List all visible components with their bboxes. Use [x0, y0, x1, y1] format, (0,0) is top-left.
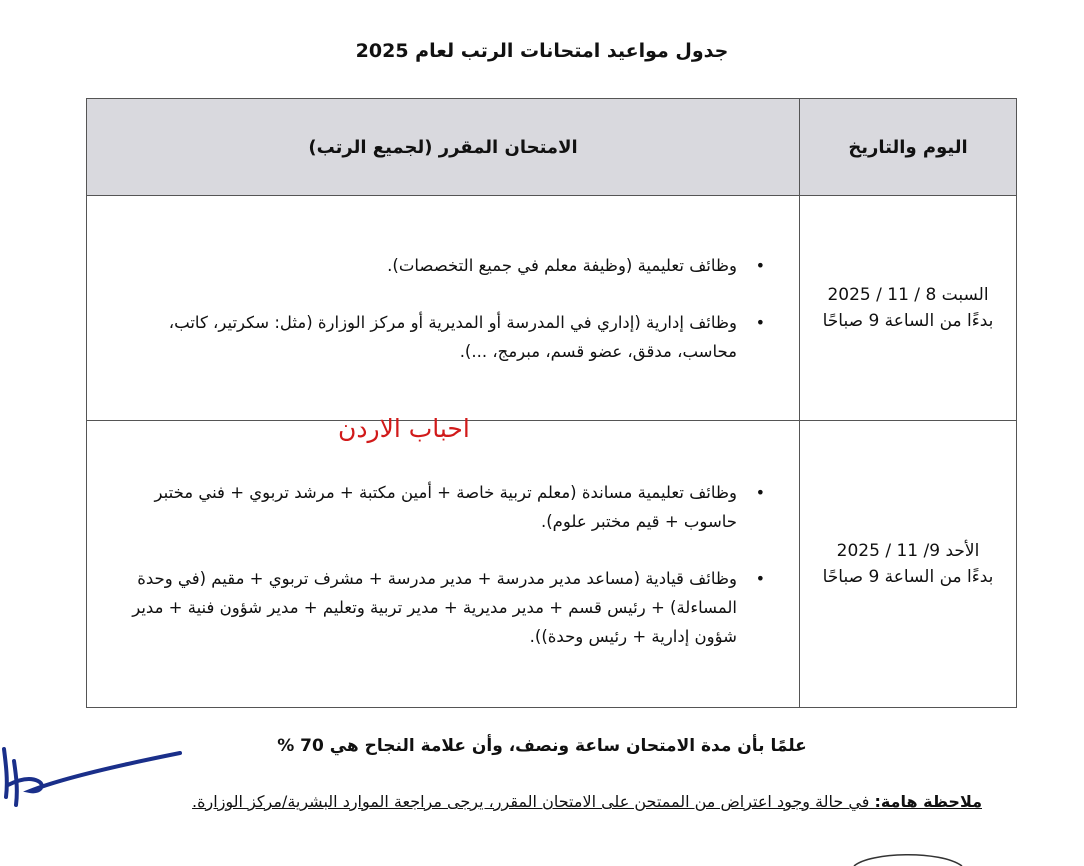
table-row — [87, 196, 1017, 421]
important-note-text: في حالة وجود اعتراض من الممتحن على الامتحان المقرر، يرجى مراجعة الموارد البشرية/مركز الوزارة. — [192, 792, 875, 811]
exam-item-text: وظائف إدارية (إداري في المدرسة أو المديرية أو مركز الوزارة (مثل: سكرتير، كاتب، محاسب، مدقق، عضو قسم، مبرمج، ...). — [168, 312, 737, 361]
header-date: اليوم والتاريخ — [800, 99, 1017, 196]
schedule-table — [86, 98, 1017, 708]
list-item — [107, 564, 765, 651]
table-header-row — [87, 99, 1017, 196]
exam-list — [87, 251, 799, 366]
page-title: جدول مواعيد امتحانات الرتب لعام 2025 — [355, 40, 729, 62]
important-note — [126, 792, 982, 811]
exam-cell — [87, 421, 800, 708]
important-note-label: ملاحظة هامة: — [874, 792, 982, 811]
date-time: بدءًا من الساعة 9 صباحًا — [822, 311, 994, 331]
date-day: الأحد 9/ 11 / 2025 — [836, 541, 980, 561]
list-item — [107, 478, 765, 536]
date-cell — [800, 421, 1017, 708]
date-day: السبت 8 / 11 / 2025 — [827, 285, 989, 305]
watermark-text: احباب الاردن — [338, 414, 470, 443]
bullet-icon: • — [755, 482, 765, 502]
exam-item-text: وظائف تعليمية مساندة (معلم تربية خاصة + أمين مكتبة + مرشد تربوي + فني مختبر حاسوب + قيم مختبر علوم). — [154, 482, 737, 531]
exam-item-text: وظائف تعليمية (وظيفة معلم في جميع التخصصات). — [387, 255, 737, 275]
bullet-icon: • — [755, 255, 765, 275]
signature-icon — [0, 735, 190, 815]
duration-note: علمًا بأن مدة الامتحان ساعة ونصف، وأن علامة النجاح هي 70 % — [277, 736, 807, 756]
bullet-icon: • — [755, 568, 765, 588]
date-cell — [800, 196, 1017, 421]
exam-list — [87, 478, 799, 651]
bullet-icon: • — [755, 312, 765, 332]
header-exam: الامتحان المقرر (لجميع الرتب) — [87, 99, 800, 196]
table-row — [87, 421, 1017, 708]
list-item — [107, 251, 765, 280]
exam-cell — [87, 196, 800, 421]
list-item — [107, 308, 765, 366]
exam-item-text: وظائف قيادية (مساعد مدير مدرسة + مدير مدرسة + مشرف تربوي + مقيم (في وحدة المساءلة) + رئيس قسم + مدير مديرية + مدير تربية وتعليم + مدير شؤون فنية + مدير شؤون إدارية + رئيس وحدة)). — [132, 568, 737, 646]
stamp-icon — [850, 846, 970, 866]
date-time: بدءًا من الساعة 9 صباحًا — [822, 567, 994, 587]
